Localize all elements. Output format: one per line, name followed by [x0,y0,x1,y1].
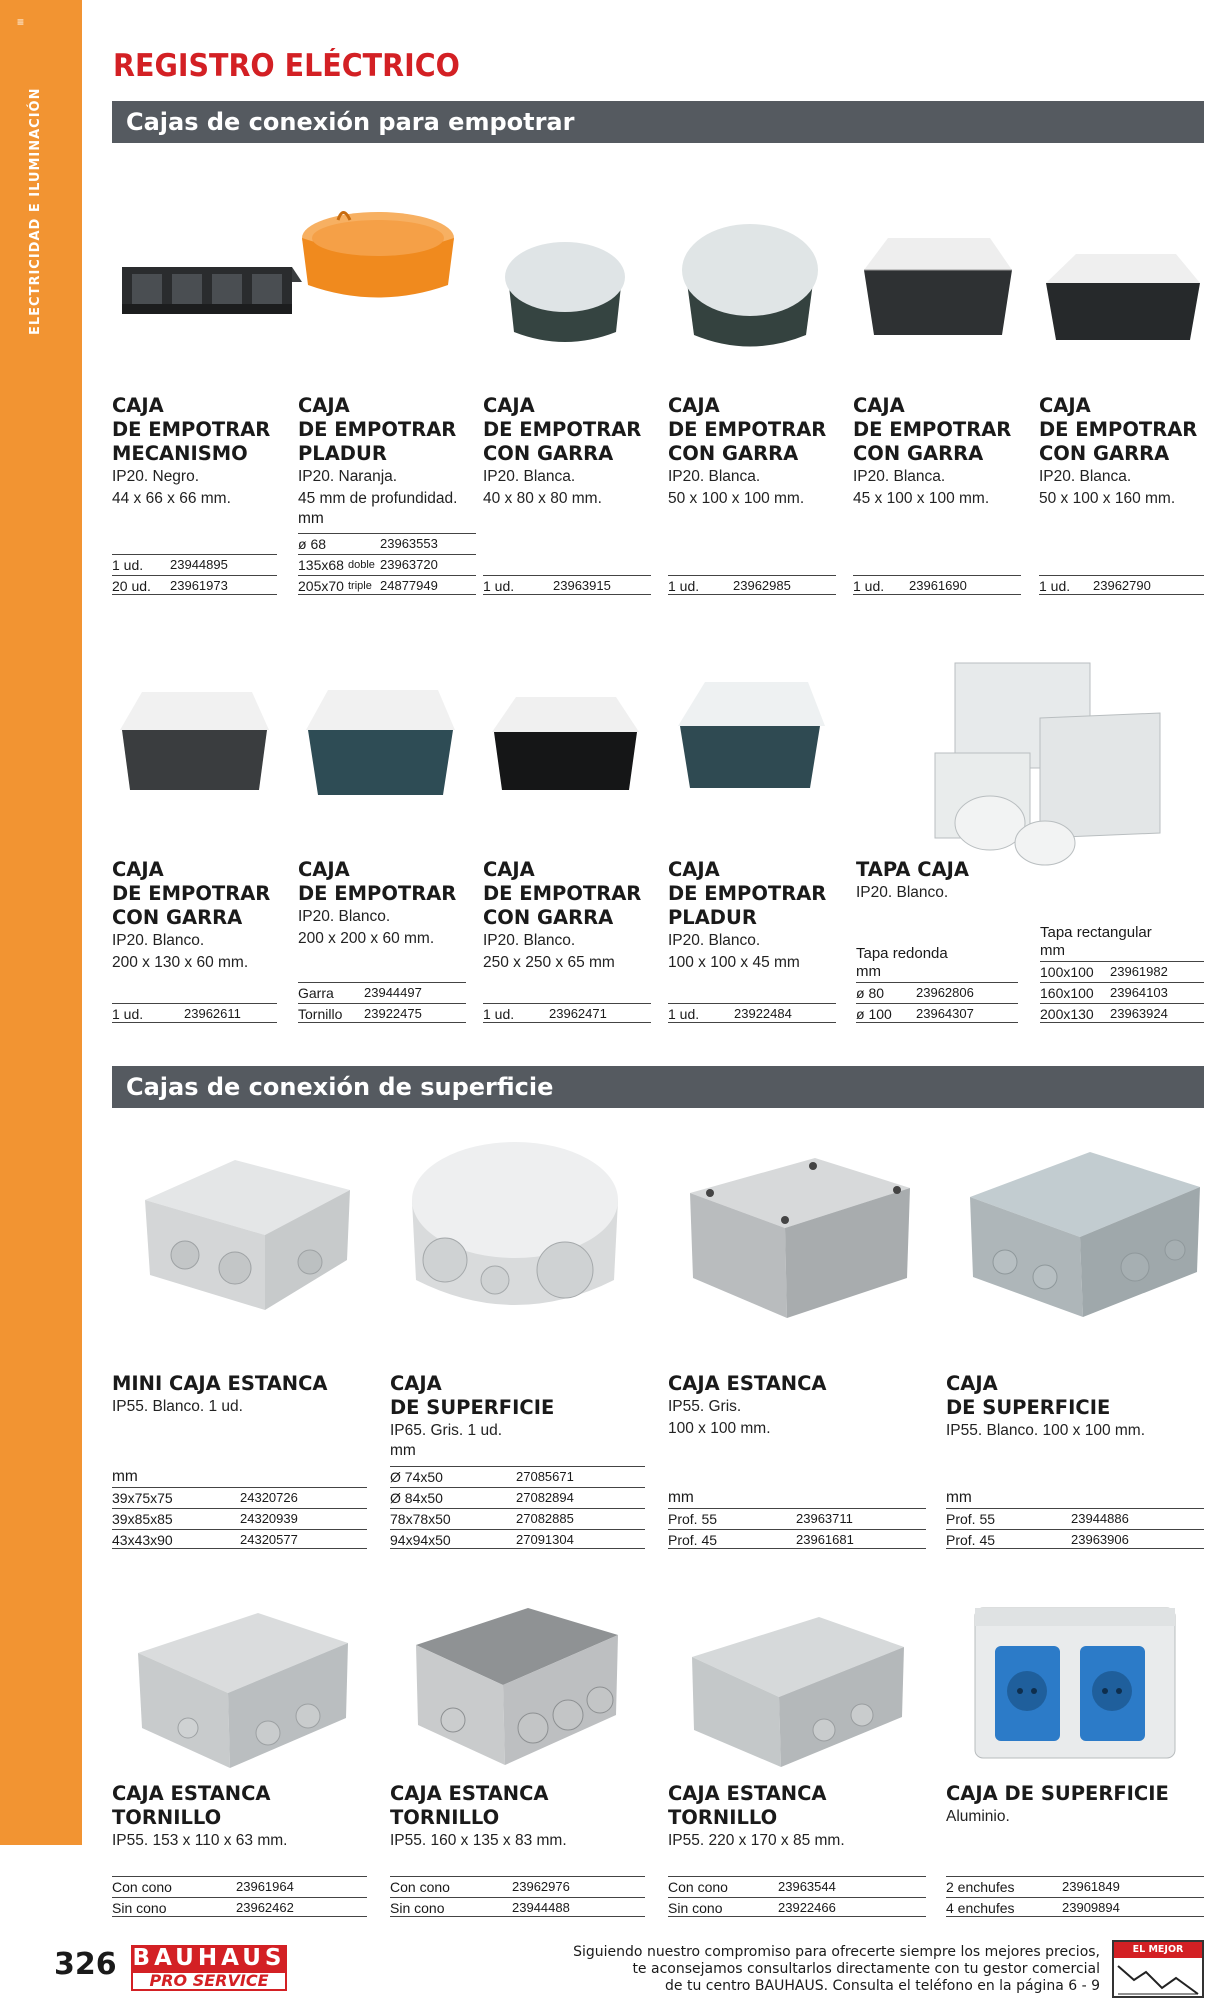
product-desc: IP20. Blanco. [298,908,391,925]
ref-label: 200x130 [1040,1006,1094,1022]
product-caja-200x200 [298,858,476,950]
product-desc: IP55. 160 x 135 x 83 mm. [390,1832,567,1849]
ref-row [112,1897,367,1917]
ref-label: 135x68 [298,557,344,573]
ref-code: 23961690 [909,578,967,593]
unit-label: mm [298,510,324,527]
best-price-badge [1112,1940,1204,1998]
product-name: CAJA [112,858,164,881]
ref-label: ø 100 [856,1006,892,1022]
section-header-empotrar: Cajas de conexión para empotrar [112,101,1204,143]
best-price-label: EL MEJOR PRECIO [1114,1942,1202,1958]
ref-code: 23962985 [733,578,791,593]
round-box-40-image [490,222,640,352]
product-caja-superficie-aluminio [946,1782,1206,1828]
ref-code: 23963711 [796,1511,853,1526]
product-name: DE EMPOTRAR [483,418,642,441]
ref-code: 23963906 [1071,1532,1129,1547]
ref-label: 1 ud. [853,578,885,594]
ref-label: 1 ud. [668,1006,700,1022]
unit-label: mm [112,1468,138,1485]
ref-row [1039,575,1204,595]
product-name: CON GARRA [853,442,984,465]
page-title: REGISTRO ELÉCTRICO [113,48,460,84]
unit-label: mm [946,1489,972,1506]
product-caja-pladur-100 [668,858,846,974]
product-desc: Aluminio. [946,1808,1010,1825]
ref-code: 23962462 [236,1900,294,1915]
product-name: MINI CAJA ESTANCA [112,1372,328,1395]
ref-row [390,1466,645,1486]
ref-row [856,982,1018,1002]
unit-heading [112,1468,212,1486]
ref-label: Tornillo [298,1006,343,1022]
ref-code: 24877949 [380,578,438,593]
product-name: CAJA [946,1372,998,1395]
product-name: CAJA [668,858,720,881]
footer-note-line: de tu centro BAUHAUS. Consulta el teléfono en la página 6 - 9 [665,1978,1100,1994]
ref-code: 23944488 [512,1900,570,1915]
unit-label: mm [390,1442,416,1459]
ref-row [483,1003,651,1023]
tapa-redonda-heading [856,945,1006,981]
ref-label: 1 ud. [483,1006,515,1022]
product-desc: 200 x 130 x 60 mm. [112,954,249,971]
ref-row [668,575,836,595]
category-label: ELECTRICIDAD E ILUMINACIÓN [28,87,43,335]
ref-code: 23962611 [184,1006,241,1021]
ref-code: 23961964 [236,1879,294,1894]
ref-label: Prof. 55 [946,1511,996,1527]
product-name: DE SUPERFICIE [946,1396,1111,1419]
ref-label: 39x75x75 [112,1490,173,1506]
product-desc: IP20. Blanca. [668,468,761,485]
ref-code: 23962806 [916,985,974,1000]
ref-row [853,575,1021,595]
product-name: TORNILLO [390,1806,500,1829]
ref-label: 1 ud. [483,578,515,594]
ref-code: 24320726 [240,1490,298,1505]
product-caja-garra-200x130 [112,858,290,974]
product-name: PLADUR [668,906,757,929]
ref-label: Ø 84x50 [390,1490,443,1506]
ref-row [946,1529,1204,1549]
product-name: DE EMPOTRAR [668,882,827,905]
product-desc: IP55. 220 x 170 x 85 mm. [668,1832,845,1849]
footer-note [560,1944,1100,1995]
logo-wordmark: BAUHAUS [132,1945,286,1971]
product-name: CAJA [853,394,905,417]
ref-code: 23963544 [778,1879,836,1894]
ref-label: ø 68 [298,536,327,552]
unit-heading [668,1489,768,1507]
product-desc: IP20. Blanco. [668,932,761,949]
ref-label: 20 ud. [112,578,151,594]
product-name: DE EMPOTRAR [1039,418,1198,441]
product-desc: 250 x 250 x 65 mm [483,954,615,971]
ref-row [298,554,476,574]
ref-row [298,1003,466,1023]
product-desc: 40 x 80 x 80 mm. [483,490,602,507]
black-mechanism-box-image [112,232,302,332]
mini-caja-estanca-image [125,1150,355,1320]
ref-code: 27085671 [516,1469,574,1484]
unit-heading [946,1489,1046,1507]
product-caja-superficie-redonda [390,1372,650,1460]
product-caja-garra-40 [483,394,661,510]
product-name: CON GARRA [483,906,614,929]
tapa-caja-image [930,658,1165,870]
caja-estanca-tornillo-220-image [684,1612,909,1772]
ref-code: 24320577 [240,1532,298,1547]
ref-row [856,1003,1018,1023]
orange-pladur-box-image [298,200,458,310]
ref-label: 2 enchufes [946,1879,1015,1895]
ref-label: 94x94x50 [390,1532,451,1548]
product-mini-caja-estanca [112,1372,372,1418]
product-desc: IP20. Blanca. [853,468,946,485]
ref-label: Garra [298,985,334,1001]
product-name: CAJA [483,394,535,417]
product-desc: IP55. Blanco. 100 x 100 mm. [946,1422,1146,1439]
product-name: DE SUPERFICIE [390,1396,555,1419]
ref-label: 160x100 [1040,985,1094,1001]
product-name: DE EMPOTRAR [112,418,271,441]
product-caja-estanca [668,1372,928,1440]
product-caja-garra-45 [853,394,1031,510]
ref-row [483,575,651,595]
product-name: CON GARRA [1039,442,1170,465]
product-name: CAJA [298,858,350,881]
product-name: CAJA [1039,394,1091,417]
product-name: CAJA DE SUPERFICIE [946,1782,1169,1805]
ref-code: 23944895 [170,557,228,572]
product-caja-garra-160 [1039,394,1206,510]
ref-row [112,1487,367,1507]
ref-code: 23964103 [1110,985,1168,1000]
ref-label: Con cono [668,1879,728,1895]
product-name: TORNILLO [668,1806,778,1829]
ref-row [112,1529,367,1549]
ref-label: Sin cono [112,1900,167,1916]
box-200x200-image [298,680,463,805]
ref-label: 205x70 [298,578,344,594]
product-desc: 50 x 100 x 160 mm. [1039,490,1176,507]
caja-superficie-100-image [965,1142,1205,1322]
ref-row [668,1529,926,1549]
ref-label: 78x78x50 [390,1511,451,1527]
product-name: CAJA [483,858,535,881]
rect-box-160-image [1040,248,1205,348]
product-name: CAJA [112,394,164,417]
ref-row [298,982,466,1002]
product-name: TORNILLO [112,1806,222,1829]
tapa-rectangular-title: Tapa rectangular [1040,924,1152,941]
round-superficie-image [400,1130,630,1330]
box-250x250-image [488,692,643,797]
ref-label: Con cono [390,1879,450,1895]
product-desc: 45 mm de profundidad. [298,490,458,507]
ref-label: Sin cono [668,1900,723,1916]
ref-label: 1 ud. [112,557,144,573]
ref-row [390,1508,645,1528]
product-name: CAJA ESTANCA [668,1372,827,1395]
product-desc: 200 x 200 x 60 mm. [298,930,435,947]
product-desc: IP20. Blanca. [483,468,576,485]
ref-row [390,1876,645,1896]
product-desc: IP20. Blanco. [483,932,576,949]
caja-estanca-gris-image [685,1148,915,1323]
ref-code: 23961681 [796,1532,854,1547]
product-desc: IP55. Blanco. 1 ud. [112,1398,243,1415]
product-estanca-tornillo-153 [112,1782,372,1852]
product-desc: IP65. Gris. 1 ud. [390,1422,502,1439]
ref-code: 23964307 [916,1006,974,1021]
menu-icon: ≡ [17,15,25,29]
product-name: TAPA CAJA [856,858,970,881]
ref-row [390,1529,645,1549]
ref-code: 23961849 [1062,1879,1120,1894]
ref-code: 23963915 [553,578,611,593]
ref-code: 24320939 [240,1511,298,1526]
ref-code: 27082894 [516,1490,574,1505]
product-caja-empotrar-mecanismo [112,394,290,510]
product-name: CAJA [298,394,350,417]
product-name: CON GARRA [112,906,243,929]
ref-label: ø 80 [856,985,885,1001]
ref-label: 4 enchufes [946,1900,1015,1916]
product-name: DE EMPOTRAR [298,418,457,441]
product-desc: IP20. Naranja. [298,468,398,485]
product-caja-empotrar-pladur [298,394,478,528]
page-number: 326 [54,1947,117,1982]
product-name: CAJA ESTANCA [390,1782,549,1805]
ref-row [668,1876,926,1896]
product-desc: 100 x 100 x 45 mm [668,954,800,971]
ref-row [390,1897,645,1917]
product-name: DE EMPOTRAR [298,882,457,905]
tapa-redonda-title: Tapa redonda [856,945,948,962]
ref-code: 23909894 [1062,1900,1120,1915]
ref-row [112,1508,367,1528]
ref-code: 23962790 [1093,578,1151,593]
box-pladur-100-image [670,676,830,801]
product-name: MECANISMO [112,442,248,465]
ref-code: 27082885 [516,1511,574,1526]
product-name: DE EMPOTRAR [112,882,271,905]
bauhaus-logo [131,1945,287,1993]
product-name: CON GARRA [668,442,799,465]
product-name: DE EMPOTRAR [668,418,827,441]
product-caja-superficie-100 [946,1372,1206,1442]
unit-label: mm [1040,942,1065,959]
round-box-50-image [670,210,830,360]
unit-label: mm [668,1489,694,1506]
ref-code: 23944886 [1071,1511,1129,1526]
ref-row [112,1003,277,1023]
ref-row [298,533,476,553]
ref-row [668,1003,836,1023]
product-estanca-tornillo-220 [668,1782,928,1852]
ref-row [112,1876,367,1896]
ref-row [1040,961,1204,981]
logo-subtitle: PRO SERVICE [131,1971,287,1991]
caja-estanca-tornillo-153-image [128,1608,353,1773]
ref-label: Sin cono [390,1900,445,1916]
ref-row [946,1897,1204,1917]
product-desc: IP55. 153 x 110 x 63 mm. [112,1832,288,1849]
ref-code: 23963924 [1110,1006,1168,1021]
square-box-45-image [858,230,1018,350]
product-desc: IP55. Gris. [668,1398,742,1415]
product-caja-garra-50 [668,394,846,510]
section-header-superficie: Cajas de conexión de superficie [112,1066,1204,1108]
ref-code: 23922466 [778,1900,836,1915]
product-name: CAJA [668,394,720,417]
ref-label: 39x85x85 [112,1511,173,1527]
product-desc: IP20. Blanco. [856,884,949,901]
caja-estanca-tornillo-160-image [408,1600,623,1770]
product-name: DE EMPOTRAR [483,882,642,905]
product-name: PLADUR [298,442,387,465]
product-name: CAJA [390,1372,442,1395]
ref-row [1040,982,1204,1002]
product-tapa-caja [856,858,1006,904]
ref-label: Prof. 55 [668,1511,718,1527]
footer-note-line: te aconsejamos consultarlos directamente con tu gestor comercial [632,1961,1100,1977]
ref-row [390,1487,645,1507]
product-estanca-tornillo-160 [390,1782,650,1852]
footer-note-line: Siguiendo nuestro compromiso para ofrecerte siempre los mejores precios, [573,1944,1100,1960]
product-name: CAJA ESTANCA [668,1782,827,1805]
ref-label: Con cono [112,1879,172,1895]
tapa-rectangular-heading [1040,924,1205,960]
ref-code: 23961973 [170,578,228,593]
caja-superficie-enchufes-image [965,1596,1185,1771]
ref-code: 23944497 [364,985,422,1000]
ref-label: Prof. 45 [668,1532,718,1548]
product-name: CON GARRA [483,442,614,465]
ref-row [1040,1003,1204,1023]
ref-code: 23922475 [364,1006,422,1021]
ref-code: 23962976 [512,1879,570,1894]
price-trend-icon [1116,1960,1200,1996]
category-sidebar [0,0,82,1845]
ref-row [112,575,277,595]
product-desc: IP20. Blanco. [112,932,205,949]
ref-code: 23962471 [549,1006,607,1021]
ref-label: 1 ud. [112,1006,144,1022]
ref-label: 100x100 [1040,964,1094,980]
ref-code: 23961982 [1110,964,1168,979]
ref-extra: doble [348,559,375,571]
product-caja-garra-250 [483,858,661,974]
ref-label: 1 ud. [668,578,700,594]
ref-label: Prof. 45 [946,1532,996,1548]
product-desc: 45 x 100 x 100 mm. [853,490,990,507]
ref-label: 43x43x90 [112,1532,173,1548]
ref-row [946,1508,1204,1528]
ref-extra: triple [348,580,372,592]
ref-label: 1 ud. [1039,578,1071,594]
ref-row [668,1508,926,1528]
ref-code: 27091304 [516,1532,574,1547]
ref-row [298,575,476,595]
ref-label: Ø 74x50 [390,1469,443,1485]
product-desc: 50 x 100 x 100 mm. [668,490,805,507]
ref-row [668,1897,926,1917]
unit-label: mm [856,963,881,980]
ref-code: 23963553 [380,536,438,551]
ref-code: 23963720 [380,557,438,572]
ref-row [112,554,277,574]
product-desc: 44 x 66 x 66 mm. [112,490,231,507]
product-name: CAJA ESTANCA [112,1782,271,1805]
product-desc: IP20. Negro. [112,468,200,485]
ref-row [946,1876,1204,1896]
product-desc: 100 x 100 mm. [668,1420,771,1437]
box-200x130-image [112,682,277,797]
product-name: DE EMPOTRAR [853,418,1012,441]
product-desc: IP20. Blanca. [1039,468,1132,485]
ref-code: 23922484 [734,1006,792,1021]
